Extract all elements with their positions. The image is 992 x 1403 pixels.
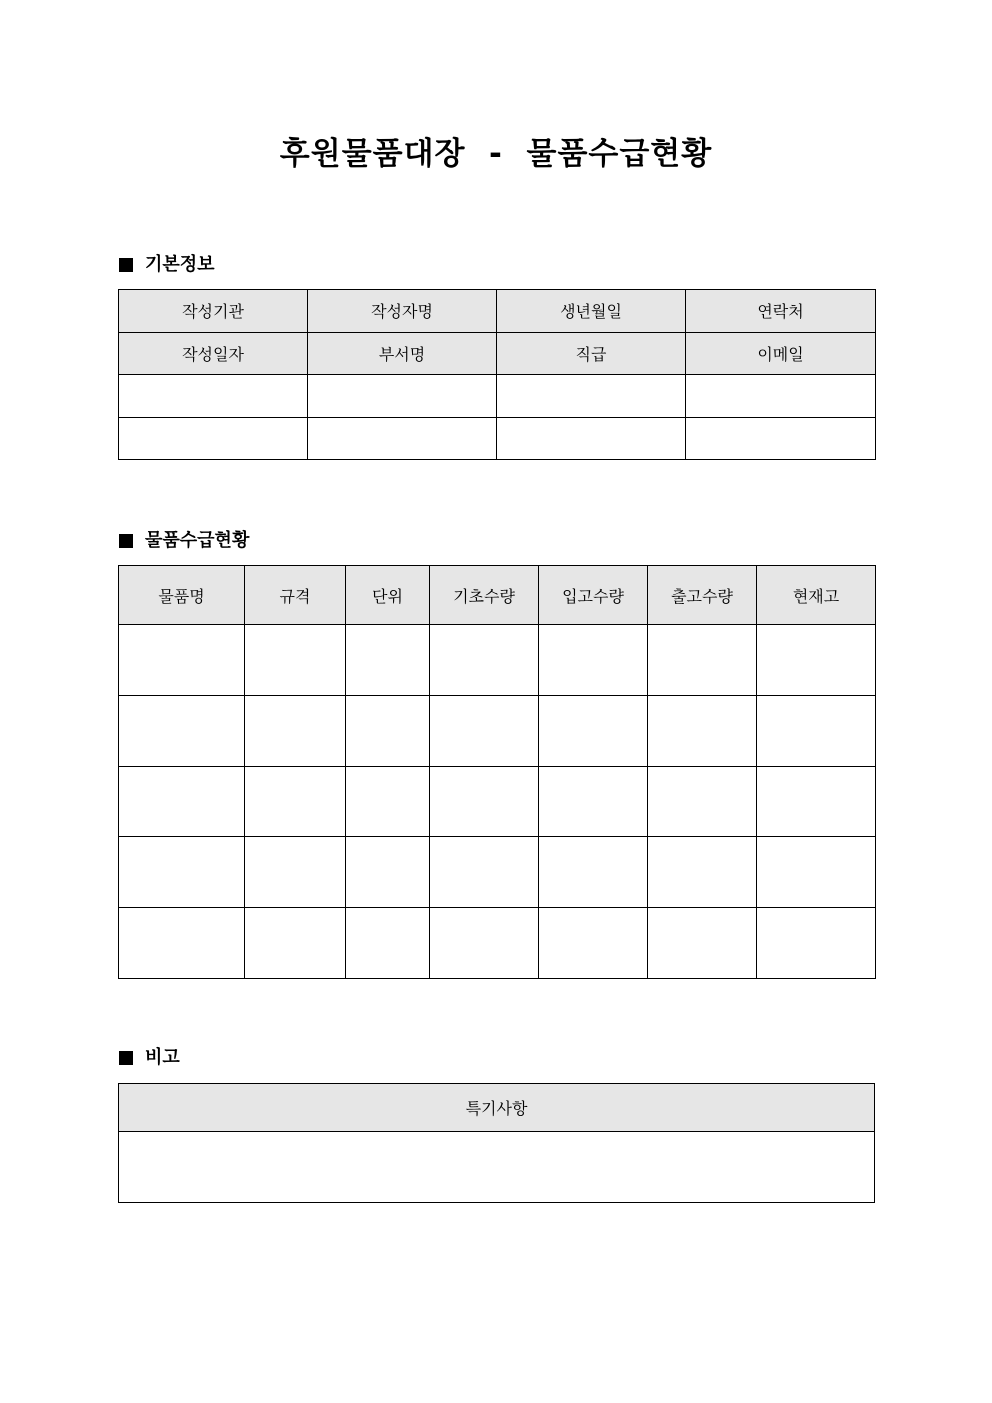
table-row	[119, 625, 876, 696]
remarks-input-cell[interactable]	[119, 1132, 875, 1203]
input-cell[interactable]	[757, 695, 876, 766]
input-cell[interactable]	[497, 417, 686, 460]
table-row	[119, 1132, 875, 1203]
section-heading-label: 기본정보	[145, 254, 215, 275]
header-received-qty: 입고수량	[539, 566, 648, 625]
header-opening-qty: 기초수량	[430, 566, 539, 625]
input-cell[interactable]	[245, 766, 346, 837]
table-row	[119, 375, 876, 418]
header-current-stock: 현재고	[757, 566, 876, 625]
input-cell[interactable]	[119, 766, 245, 837]
input-cell[interactable]	[686, 417, 876, 460]
input-cell[interactable]	[346, 908, 430, 979]
input-cell[interactable]	[539, 766, 648, 837]
input-cell[interactable]	[119, 375, 308, 418]
header-position: 직급	[497, 332, 686, 375]
section-heading-supply	[119, 529, 249, 553]
header-birth-date: 생년월일	[497, 290, 686, 333]
input-cell[interactable]	[308, 375, 497, 418]
input-cell[interactable]	[119, 908, 245, 979]
input-cell[interactable]	[245, 695, 346, 766]
input-cell[interactable]	[539, 625, 648, 696]
input-cell[interactable]	[648, 625, 757, 696]
header-contact: 연락처	[686, 290, 876, 333]
input-cell[interactable]	[757, 908, 876, 979]
input-cell[interactable]	[648, 837, 757, 908]
input-cell[interactable]	[119, 837, 245, 908]
input-cell[interactable]	[245, 837, 346, 908]
input-cell[interactable]	[757, 766, 876, 837]
input-cell[interactable]	[346, 625, 430, 696]
section-heading-remarks	[119, 1046, 180, 1070]
black-square-icon	[119, 258, 133, 272]
header-spec: 규격	[245, 566, 346, 625]
table-row	[119, 695, 876, 766]
input-cell[interactable]	[119, 625, 245, 696]
table-header-row	[119, 1084, 875, 1132]
table-row	[119, 766, 876, 837]
header-unit: 단위	[346, 566, 430, 625]
input-cell[interactable]	[648, 766, 757, 837]
input-cell[interactable]	[497, 375, 686, 418]
header-email: 이메일	[686, 332, 876, 375]
table-row	[119, 908, 876, 979]
supply-status-table	[118, 565, 876, 979]
page-title: 후원물품대장 - 물품수급현황	[279, 136, 713, 172]
input-cell[interactable]	[539, 908, 648, 979]
input-cell[interactable]	[648, 908, 757, 979]
basic-info-table	[118, 289, 876, 460]
section-heading-label: 비고	[145, 1047, 180, 1068]
input-cell[interactable]	[430, 625, 539, 696]
input-cell[interactable]	[346, 695, 430, 766]
input-cell[interactable]	[245, 908, 346, 979]
header-issued-qty: 출고수량	[648, 566, 757, 625]
input-cell[interactable]	[119, 417, 308, 460]
table-row	[119, 290, 876, 333]
remarks-table	[118, 1083, 875, 1203]
header-organization: 작성기관	[119, 290, 308, 333]
input-cell[interactable]	[346, 837, 430, 908]
header-department: 부서명	[308, 332, 497, 375]
input-cell[interactable]	[346, 766, 430, 837]
input-cell[interactable]	[119, 695, 245, 766]
input-cell[interactable]	[430, 837, 539, 908]
input-cell[interactable]	[539, 837, 648, 908]
section-heading-basic	[119, 253, 215, 277]
input-cell[interactable]	[308, 417, 497, 460]
table-row	[119, 837, 876, 908]
input-cell[interactable]	[539, 695, 648, 766]
table-row	[119, 417, 876, 460]
table-row	[119, 332, 876, 375]
input-cell[interactable]	[757, 837, 876, 908]
header-item-name: 물품명	[119, 566, 245, 625]
black-square-icon	[119, 534, 133, 548]
header-author-name: 작성자명	[308, 290, 497, 333]
input-cell[interactable]	[430, 766, 539, 837]
input-cell[interactable]	[245, 625, 346, 696]
input-cell[interactable]	[430, 695, 539, 766]
input-cell[interactable]	[430, 908, 539, 979]
section-heading-label: 물품수급현황	[145, 530, 250, 551]
table-header-row	[119, 566, 876, 625]
black-square-icon	[119, 1051, 133, 1065]
input-cell[interactable]	[757, 625, 876, 696]
input-cell[interactable]	[648, 695, 757, 766]
input-cell[interactable]	[686, 375, 876, 418]
header-special-notes: 특기사항	[119, 1084, 875, 1132]
header-written-date: 작성일자	[119, 332, 308, 375]
